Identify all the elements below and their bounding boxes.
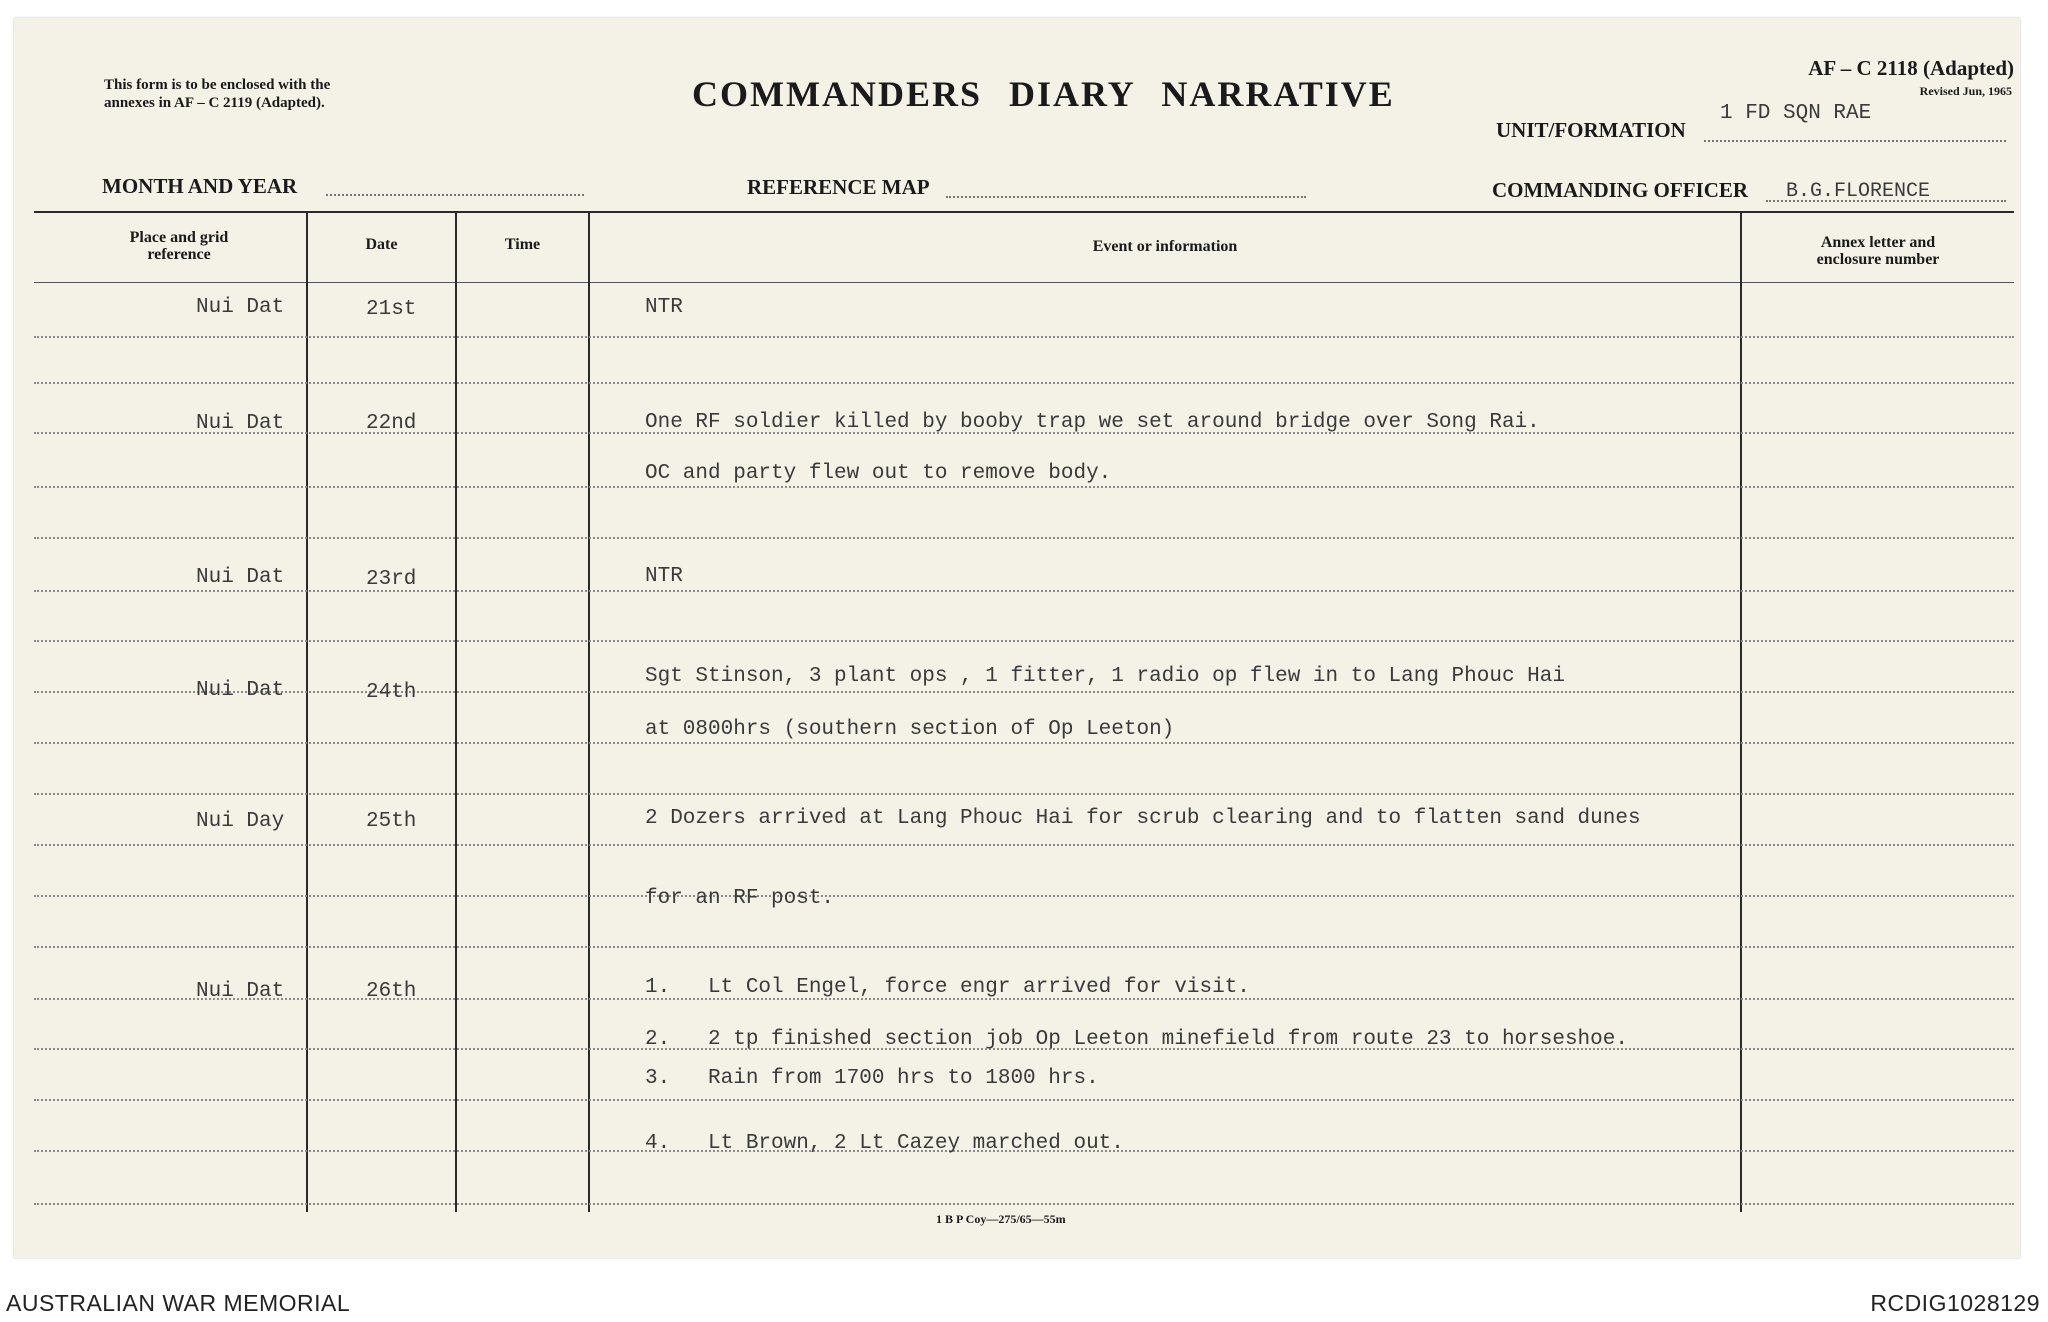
row-rule	[34, 946, 2014, 948]
entry-event-line: 4. Lt Brown, 2 Lt Cazey marched out.	[645, 1132, 1124, 1155]
row-rule	[34, 691, 2014, 693]
print-code: 1 B P Coy—275/65—55m	[936, 1212, 1066, 1226]
entry-date: 21st	[366, 298, 417, 321]
row-rule	[34, 1099, 2014, 1101]
entry-event-line: 3. Rain from 1700 hrs to 1800 hrs.	[645, 1067, 1099, 1090]
row-rule	[34, 844, 2014, 846]
row-rule	[34, 1203, 2014, 1205]
page-title: COMMANDERS DIARY NARRATIVE	[692, 74, 1395, 114]
revised-date: Revised Jun, 1965	[1919, 84, 2012, 98]
commanding-officer-label: COMMANDING OFFICER	[1492, 178, 1749, 202]
enclosure-note-line1: This form is to be enclosed with the	[104, 77, 331, 93]
annex-header-line2: enclosure number	[1816, 251, 1940, 268]
entry-place: Nui Dat	[196, 412, 285, 435]
row-rule	[34, 537, 2014, 539]
unit-label: UNIT/FORMATION	[1496, 118, 1686, 142]
enclosure-note-line2: annexes in AF – C 2119 (Adapted).	[104, 95, 325, 111]
annex-header-line1: Annex letter and	[1820, 234, 1936, 251]
entry-event-line: Sgt Stinson, 3 plant ops , 1 fitter, 1 radio op flew in to Lang Phouc Hai	[645, 665, 1565, 688]
reference-map-label: REFERENCE MAP	[747, 175, 930, 199]
entry-event-line: 2. 2 tp finished section job Op Leeton minefield from route 23 to horseshoe.	[645, 1028, 1628, 1051]
col-divider-time	[588, 212, 590, 1212]
time-column-header: Time	[504, 236, 541, 253]
entry-date: 22nd	[366, 412, 417, 435]
entry-event-line: 2 Dozers arrived at Lang Phouc Hai for scrub clearing and to flatten sand dunes	[645, 807, 1641, 830]
record-id: RCDIG1028129	[1870, 1290, 2040, 1316]
entry-event-line: One RF soldier killed by booby trap we set around bridge over Song Rai.	[645, 411, 1540, 434]
col-divider-date	[455, 212, 457, 1212]
row-rule	[34, 895, 2014, 897]
form-number: AF – C 2118 (Adapted)	[1808, 56, 2014, 80]
entry-date: 26th	[366, 980, 417, 1003]
unit-line	[1704, 140, 2006, 142]
commanding-officer-value: B.G.FLORENCE	[1786, 180, 1931, 203]
entry-place: Nui Dat	[196, 566, 285, 589]
entry-event-line: NTR	[645, 565, 683, 588]
entry-event-line: for an RF post.	[645, 887, 835, 910]
row-rule	[34, 742, 2014, 744]
reference-map-line	[946, 196, 1306, 198]
month-year-line	[326, 194, 584, 196]
month-year-label: MONTH AND YEAR	[102, 174, 298, 198]
date-column-header: Date	[365, 236, 398, 253]
entry-event-line: at 0800hrs (southern section of Op Leeton)	[645, 718, 1175, 741]
place-header-line1: Place and grid	[129, 229, 229, 246]
form-paper	[14, 18, 2020, 1258]
table-top-rule	[34, 211, 2014, 213]
enclosure-note	[104, 76, 330, 112]
col-divider-place	[306, 212, 308, 1212]
header-bottom-rule	[34, 282, 2014, 283]
row-rule	[34, 336, 2014, 338]
annex-column-header	[1742, 234, 2014, 268]
place-column-header	[54, 229, 304, 263]
row-rule	[34, 793, 2014, 795]
place-header-line2: reference	[147, 246, 211, 263]
row-rule	[34, 382, 2014, 384]
entry-event-line: 1. Lt Col Engel, force engr arrived for visit.	[645, 976, 1250, 999]
entry-place: Nui Dat	[196, 980, 285, 1003]
entry-place: Nui Dat	[196, 679, 285, 702]
entry-place: Nui Day	[196, 810, 285, 833]
archive-credit: AUSTRALIAN WAR MEMORIAL	[6, 1290, 351, 1316]
entry-date: 23rd	[366, 568, 417, 591]
unit-value: 1 FD SQN RAE	[1720, 102, 1872, 125]
entry-event-line: OC and party flew out to remove body.	[645, 462, 1112, 485]
row-rule	[34, 486, 2014, 488]
entry-place: Nui Dat	[196, 296, 285, 319]
row-rule	[34, 640, 2014, 642]
row-rule	[34, 590, 2014, 592]
entry-date: 25th	[366, 810, 417, 833]
col-divider-event	[1740, 212, 1742, 1212]
entry-date: 24th	[366, 681, 417, 704]
entry-event-line: NTR	[645, 296, 683, 319]
event-column-header: Event or information	[1092, 238, 1238, 255]
